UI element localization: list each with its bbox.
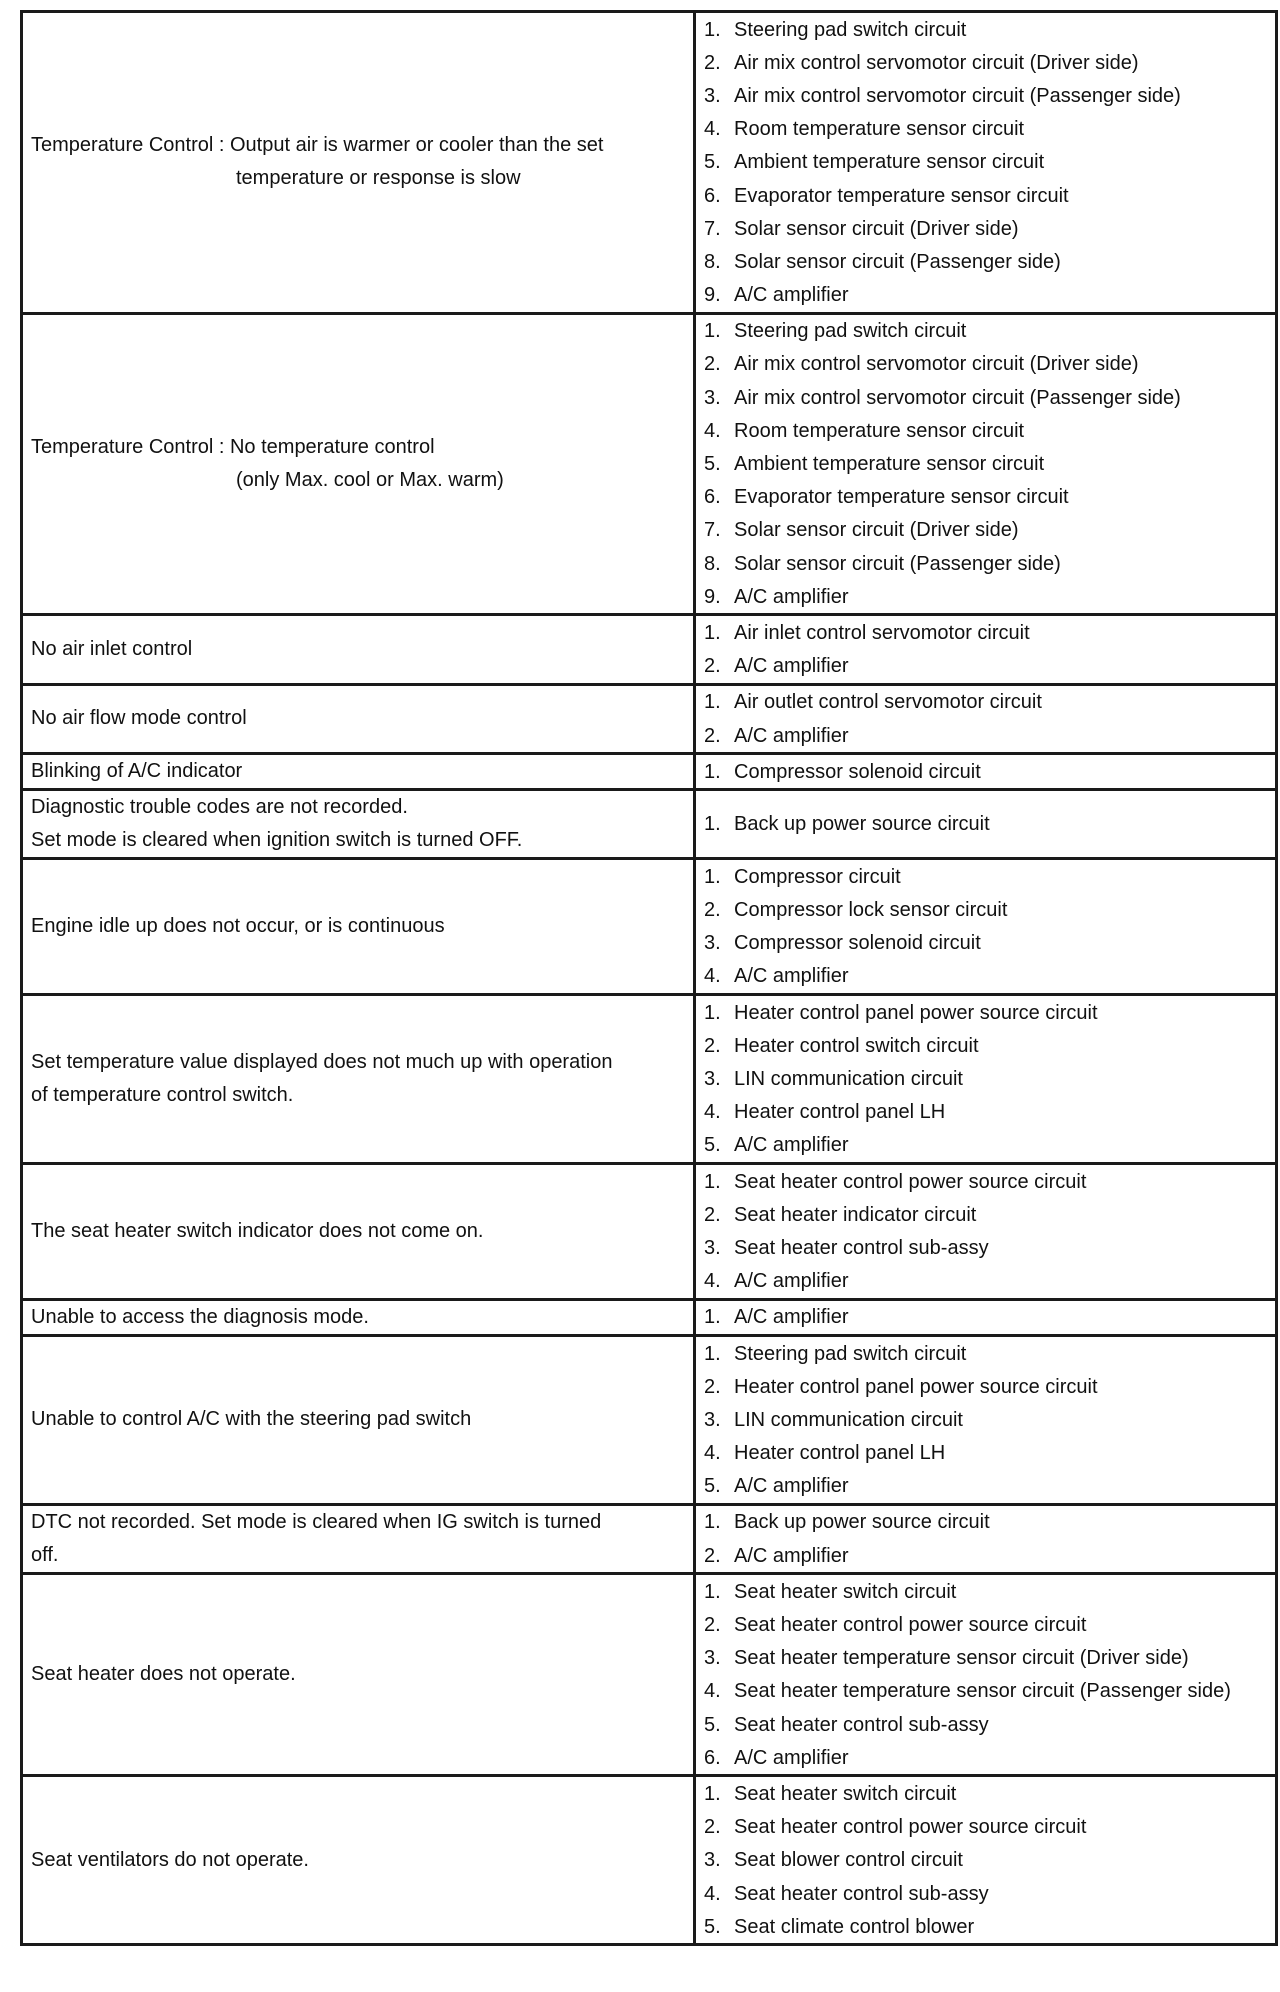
item-text: Ambient temperature sensor circuit: [734, 453, 1045, 476]
item-text: Heater control panel LH: [734, 1442, 946, 1465]
item-text: Seat heater control power source circuit: [734, 1170, 1087, 1193]
list-item: [704, 1539, 1271, 1572]
list-item: [704, 279, 1271, 312]
table-row: [22, 1299, 1277, 1335]
list-item: [704, 580, 1271, 613]
item-text: Compressor circuit: [734, 865, 901, 888]
item-number: 2.: [704, 1203, 721, 1226]
item-number: 1.: [704, 621, 721, 644]
item-text: A/C amplifier: [734, 965, 849, 988]
list-item: [704, 1642, 1271, 1675]
item-number: 1.: [704, 1001, 721, 1024]
item-text: Heater control panel power source circuit: [734, 1001, 1098, 1024]
symptom-text: Blinking of A/C indicator: [31, 760, 243, 783]
item-text: Seat heater switch circuit: [734, 1580, 957, 1603]
item-text: A/C amplifier: [734, 724, 849, 747]
suspected-area-cell: [695, 684, 1277, 753]
symptom-text: DTC not recorded. Set mode is cleared when IG switch is turned: [31, 1511, 602, 1534]
table-row: [22, 1574, 1277, 1776]
item-text: Evaporator temperature sensor circuit: [734, 184, 1069, 207]
list-item: [704, 1470, 1271, 1503]
item-text: LIN communication circuit: [734, 1408, 963, 1431]
list-item: [704, 1506, 1271, 1539]
symptom-text: Set mode is cleared when ignition switch is turned OFF.: [31, 829, 523, 852]
item-text: A/C amplifier: [734, 1270, 849, 1293]
symptom-text: Unable to control A/C with the steering pad switch: [31, 1408, 472, 1431]
list-item: [704, 650, 1271, 683]
item-number: 6.: [704, 1746, 721, 1769]
table-row: [22, 1335, 1277, 1504]
table-row: [22, 684, 1277, 753]
list-item: [704, 1062, 1271, 1095]
list-item: [704, 1265, 1271, 1298]
symptom-cell: [22, 790, 695, 859]
item-number: 1.: [704, 813, 721, 836]
item-text: Heater control panel LH: [734, 1101, 946, 1124]
list-item: [704, 1231, 1271, 1264]
item-number: 5.: [704, 1475, 721, 1498]
list-item: [704, 414, 1271, 447]
item-number: 7.: [704, 217, 721, 240]
symptom-text: off.: [31, 1544, 59, 1567]
list-item: [704, 1741, 1271, 1774]
item-text: A/C amplifier: [734, 1306, 849, 1329]
suspected-area-cell: [695, 313, 1277, 615]
item-text: Air mix control servomotor circuit (Passenger side): [734, 386, 1181, 409]
item-text: Back up power source circuit: [734, 813, 990, 836]
item-number: 2.: [704, 1034, 721, 1057]
list-item: [704, 1370, 1271, 1403]
symptom-cell: [22, 615, 695, 684]
list-item: [704, 860, 1271, 893]
item-number: 4.: [704, 1101, 721, 1124]
item-number: 9.: [704, 585, 721, 608]
list-item: [704, 212, 1271, 245]
symptom-text: Temperature Control : No temperature control: [31, 436, 435, 459]
table-row: [22, 754, 1277, 790]
list-item: [704, 1877, 1271, 1910]
item-text: A/C amplifier: [734, 1544, 849, 1567]
troubleshooting-table: [20, 10, 1278, 1946]
symptom-cell: [22, 859, 695, 995]
item-number: 2.: [704, 1614, 721, 1637]
list-item: [704, 113, 1271, 146]
suspected-area-cell: [695, 995, 1277, 1164]
list-item: [704, 719, 1271, 752]
item-number: 1.: [704, 320, 721, 343]
list-item: [704, 616, 1271, 649]
symptom-cell: [22, 12, 695, 314]
symptom-cell: [22, 1776, 695, 1945]
item-text: Air mix control servomotor circuit (Passenger side): [734, 84, 1181, 107]
symptom-text: of temperature control switch.: [31, 1084, 294, 1107]
list-item: [704, 79, 1271, 112]
item-number: 1.: [704, 760, 721, 783]
item-number: 3.: [704, 1068, 721, 1091]
symptom-text: Diagnostic trouble codes are not recorded.: [31, 796, 408, 819]
list-item: [704, 808, 1271, 841]
item-number: 3.: [704, 932, 721, 955]
suspected-area-cell: [695, 12, 1277, 314]
list-item: [704, 1437, 1271, 1470]
item-text: Seat heater switch circuit: [734, 1782, 957, 1805]
list-item: [704, 447, 1271, 480]
item-number: 1.: [704, 1306, 721, 1329]
item-number: 3.: [704, 386, 721, 409]
item-text: Evaporator temperature sensor circuit: [734, 486, 1069, 509]
item-number: 1.: [704, 1170, 721, 1193]
item-text: A/C amplifier: [734, 1475, 849, 1498]
item-number: 2.: [704, 899, 721, 922]
item-text: LIN communication circuit: [734, 1068, 963, 1091]
symptom-cell: [22, 995, 695, 1164]
item-text: Seat heater control power source circuit: [734, 1816, 1087, 1839]
list-item: [704, 755, 1271, 788]
item-text: Seat heater control sub-assy: [734, 1236, 989, 1259]
list-item: [704, 179, 1271, 212]
item-number: 5.: [704, 453, 721, 476]
item-text: Steering pad switch circuit: [734, 18, 967, 41]
item-text: Seat heater temperature sensor circuit (Passenger side): [734, 1680, 1231, 1703]
item-text: A/C amplifier: [734, 655, 849, 678]
item-text: Steering pad switch circuit: [734, 1342, 967, 1365]
list-item: [704, 1096, 1271, 1129]
symptom-text: Set temperature value displayed does not much up with operation: [31, 1051, 613, 1074]
list-item: [704, 1575, 1271, 1608]
item-text: Seat heater control power source circuit: [734, 1614, 1087, 1637]
symptom-cell: [22, 1299, 695, 1335]
item-number: 1.: [704, 691, 721, 714]
symptom-cell: [22, 684, 695, 753]
item-number: 3.: [704, 1408, 721, 1431]
item-number: 2.: [704, 724, 721, 747]
symptom-text: (only Max. cool or Max. warm): [236, 469, 504, 492]
item-text: Solar sensor circuit (Passenger side): [734, 250, 1061, 273]
item-number: 1.: [704, 865, 721, 888]
suspected-area-cell: [695, 790, 1277, 859]
item-number: 4.: [704, 1270, 721, 1293]
item-text: Heater control switch circuit: [734, 1034, 979, 1057]
list-item: [704, 348, 1271, 381]
item-number: 3.: [704, 1849, 721, 1872]
item-text: Heater control panel power source circuit: [734, 1375, 1098, 1398]
item-number: 1.: [704, 1782, 721, 1805]
item-number: 1.: [704, 1580, 721, 1603]
list-item: [704, 1910, 1271, 1943]
item-text: A/C amplifier: [734, 1134, 849, 1157]
suspected-area-cell: [695, 859, 1277, 995]
list-item: [704, 927, 1271, 960]
table-body: [22, 12, 1277, 1945]
item-text: A/C amplifier: [734, 284, 849, 307]
suspected-area-cell: [695, 1335, 1277, 1504]
item-text: Room temperature sensor circuit: [734, 419, 1025, 442]
list-item: [704, 146, 1271, 179]
item-number: 5.: [704, 1134, 721, 1157]
list-item: [704, 1129, 1271, 1162]
item-text: Compressor solenoid circuit: [734, 932, 981, 955]
list-item: [704, 46, 1271, 79]
symptom-cell: [22, 1504, 695, 1573]
list-item: [704, 996, 1271, 1029]
item-text: Seat climate control blower: [734, 1915, 975, 1938]
item-number: 5.: [704, 1713, 721, 1736]
table-row: [22, 615, 1277, 684]
item-number: 4.: [704, 1680, 721, 1703]
item-text: Ambient temperature sensor circuit: [734, 151, 1045, 174]
symptom-text: Unable to access the diagnosis mode.: [31, 1305, 369, 1328]
item-number: 7.: [704, 519, 721, 542]
item-number: 4.: [704, 1882, 721, 1905]
item-number: 4.: [704, 118, 721, 141]
item-number: 2.: [704, 51, 721, 74]
item-number: 2.: [704, 1375, 721, 1398]
list-item: [704, 960, 1271, 993]
suspected-area-cell: [695, 754, 1277, 790]
list-item: [704, 1844, 1271, 1877]
table-row: [22, 859, 1277, 995]
symptom-cell: [22, 754, 695, 790]
symptom-text: No air inlet control: [31, 638, 193, 661]
table-row: [22, 995, 1277, 1164]
list-item: [704, 1675, 1271, 1708]
symptom-cell: [22, 1164, 695, 1300]
symptom-text: Seat ventilators do not operate.: [31, 1848, 309, 1871]
item-text: Air mix control servomotor circuit (Driver side): [734, 51, 1139, 74]
item-text: Seat heater control sub-assy: [734, 1713, 989, 1736]
list-item: [704, 514, 1271, 547]
list-item: [704, 1165, 1271, 1198]
item-number: 5.: [704, 1915, 721, 1938]
suspected-area-cell: [695, 1299, 1277, 1335]
item-text: Seat heater temperature sensor circuit (Driver side): [734, 1647, 1189, 1670]
item-number: 3.: [704, 1647, 721, 1670]
item-text: Seat heater control sub-assy: [734, 1882, 989, 1905]
list-item: [704, 547, 1271, 580]
item-text: A/C amplifier: [734, 585, 849, 608]
item-text: Solar sensor circuit (Passenger side): [734, 552, 1061, 575]
list-item: [704, 1301, 1271, 1334]
item-text: Compressor lock sensor circuit: [734, 899, 1008, 922]
list-item: [704, 1198, 1271, 1231]
item-number: 9.: [704, 284, 721, 307]
item-text: Air inlet control servomotor circuit: [734, 621, 1030, 644]
item-number: 1.: [704, 18, 721, 41]
list-item: [704, 1777, 1271, 1810]
item-number: 6.: [704, 486, 721, 509]
list-item: [704, 894, 1271, 927]
item-text: Back up power source circuit: [734, 1511, 990, 1534]
table-row: [22, 313, 1277, 615]
item-text: Air outlet control servomotor circuit: [734, 691, 1042, 714]
symptom-text: The seat heater switch indicator does not come on.: [31, 1219, 484, 1242]
list-item: [704, 1337, 1271, 1370]
table-row: [22, 1504, 1277, 1573]
item-number: 1.: [704, 1511, 721, 1534]
symptom-cell: [22, 313, 695, 615]
item-number: 4.: [704, 965, 721, 988]
symptom-text: Seat heater does not operate.: [31, 1663, 296, 1686]
item-number: 2.: [704, 1544, 721, 1567]
item-text: Compressor solenoid circuit: [734, 760, 981, 783]
suspected-area-cell: [695, 1776, 1277, 1945]
symptom-text: No air flow mode control: [31, 707, 247, 730]
list-item: [704, 1708, 1271, 1741]
suspected-area-cell: [695, 1504, 1277, 1573]
list-item: [704, 1029, 1271, 1062]
item-number: 3.: [704, 1236, 721, 1259]
symptom-text: Temperature Control : Output air is warmer or cooler than the set: [31, 134, 604, 157]
list-item: [704, 1608, 1271, 1641]
item-text: Steering pad switch circuit: [734, 320, 967, 343]
table-row: [22, 790, 1277, 859]
item-number: 8.: [704, 552, 721, 575]
item-text: Solar sensor circuit (Driver side): [734, 217, 1019, 240]
list-item: [704, 481, 1271, 514]
table-row: [22, 1776, 1277, 1945]
table-row: [22, 12, 1277, 314]
table-row: [22, 1164, 1277, 1300]
list-item: [704, 315, 1271, 348]
item-text: Solar sensor circuit (Driver side): [734, 519, 1019, 542]
item-text: Seat blower control circuit: [734, 1849, 963, 1872]
symptom-cell: [22, 1335, 695, 1504]
list-item: [704, 1811, 1271, 1844]
item-number: 2.: [704, 1816, 721, 1839]
item-number: 2.: [704, 655, 721, 678]
item-number: 5.: [704, 151, 721, 174]
suspected-area-cell: [695, 1164, 1277, 1300]
item-number: 2.: [704, 353, 721, 376]
symptom-text: Engine idle up does not occur, or is continuous: [31, 915, 445, 938]
item-number: 8.: [704, 250, 721, 273]
item-text: Seat heater indicator circuit: [734, 1203, 977, 1226]
item-number: 4.: [704, 1442, 721, 1465]
item-number: 3.: [704, 84, 721, 107]
suspected-area-cell: [695, 1574, 1277, 1776]
item-text: A/C amplifier: [734, 1746, 849, 1769]
item-number: 6.: [704, 184, 721, 207]
list-item: [704, 245, 1271, 278]
item-text: Room temperature sensor circuit: [734, 118, 1025, 141]
item-number: 4.: [704, 419, 721, 442]
list-item: [704, 381, 1271, 414]
item-number: 1.: [704, 1342, 721, 1365]
symptom-text: temperature or response is slow: [236, 167, 521, 190]
list-item: [704, 686, 1271, 719]
list-item: [704, 13, 1271, 46]
suspected-area-cell: [695, 615, 1277, 684]
item-text: Air mix control servomotor circuit (Driver side): [734, 353, 1139, 376]
list-item: [704, 1403, 1271, 1436]
symptom-cell: [22, 1574, 695, 1776]
